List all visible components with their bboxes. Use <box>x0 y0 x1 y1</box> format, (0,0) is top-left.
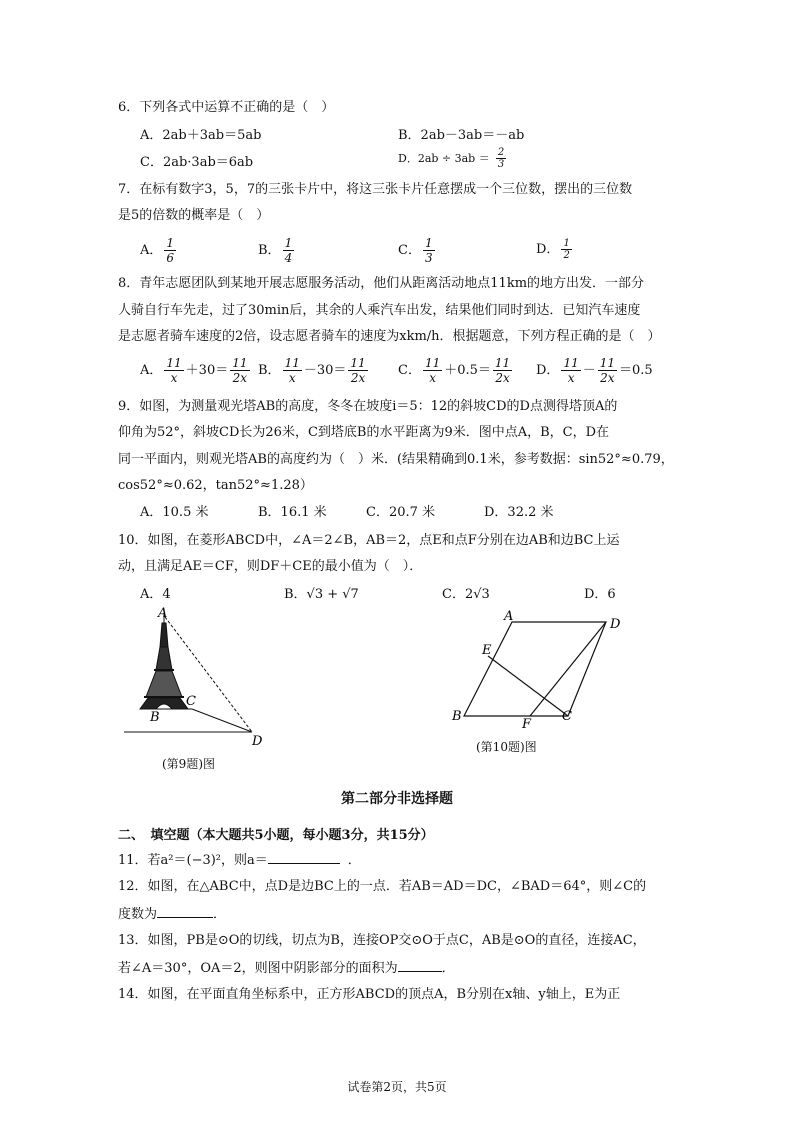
q7-line2: 是5的倍数的概率是（ ） <box>118 208 270 223</box>
fraction-denominator: x <box>429 371 436 385</box>
label-f: F <box>522 717 532 732</box>
q10-option-a: A．4 <box>140 587 171 602</box>
q12-line2 <box>118 903 226 925</box>
fraction-numerator: 11 <box>424 356 441 370</box>
q8-option-a <box>140 356 252 385</box>
fraction-denominator: 4 <box>284 251 293 265</box>
fraction <box>561 356 580 385</box>
q13-text: 若∠A＝30°，OA＝2，则图中阴影部分的面积为 <box>118 961 398 976</box>
q9-figure <box>120 605 280 750</box>
fraction-denominator: 2x <box>350 371 366 385</box>
q9-line3: 同一平面内，则观光塔AB的高度约为（ ）米．(结果精确到0.1米，参考数据：sin52°≈0.79， <box>118 452 674 467</box>
fraction-numerator: 1 <box>424 236 433 250</box>
q11 <box>118 849 361 871</box>
section2-title: 二、 填空题（本大题共5小题，每小题3分，共15分） <box>118 828 434 843</box>
q6-stem: 6．下列各式中运算不正确的是（ ） <box>118 100 335 115</box>
q7-option-b <box>258 236 296 265</box>
q7-option-b-fraction <box>283 236 295 265</box>
segment-ce <box>488 656 568 716</box>
q7-option-a-fraction <box>164 236 176 265</box>
segment-df <box>530 622 606 716</box>
q11-text: 11．若a²＝(−3)²，则a＝ <box>118 853 268 868</box>
fraction-denominator: 3 <box>424 251 433 265</box>
q12-line1: 12．如图，在△ABC中，点D是边BC上的一点．若AB＝AD＝DC，∠BAD＝64°，则∠C的 <box>118 879 647 894</box>
q7-line1: 7．在标有数字3，5，7的三张卡片中，将这三张卡片任意摆成一个三位数，摆出的三位数 <box>118 182 633 197</box>
q9-figure-caption: (第9题)图 <box>162 757 215 771</box>
fraction-numerator: 1 <box>166 236 175 250</box>
q11-answer-blank[interactable] <box>268 849 340 864</box>
operator: ＋30＝ <box>185 363 229 378</box>
q9-option-d: D．32.2 米 <box>484 505 554 520</box>
fraction-numerator: 11 <box>232 356 248 370</box>
fraction-denominator: 3 <box>497 159 505 170</box>
q10-line2: 动，且满足AE＝CF，则DF＋CE的最小值为（ ）． <box>118 559 423 574</box>
operator: －30＝ <box>303 363 347 378</box>
q7-option-d <box>536 238 574 261</box>
fraction <box>164 356 183 385</box>
fraction-numerator: 2 <box>497 147 505 158</box>
q13-line2 <box>118 957 455 979</box>
q9-line4: cos52°≈0.62，tan52°≈1.28） <box>118 478 313 493</box>
q9-line1: 9．如图，为测量观光塔AB的高度，冬冬在坡度i＝5：12的斜坡CD的D点测得塔顶A的 <box>118 399 618 414</box>
q8-option-c <box>398 356 514 385</box>
fraction-numerator: 11 <box>599 356 616 370</box>
label-c: C <box>562 709 572 724</box>
q7-option-d-fraction <box>561 238 571 261</box>
label-c: C <box>186 694 196 709</box>
option-label: D． <box>536 242 560 257</box>
option-label: B． <box>258 243 281 258</box>
q6-option-c: C．2ab·3ab＝6ab <box>140 155 254 170</box>
fraction <box>230 356 249 385</box>
fraction-numerator: 11 <box>284 356 300 370</box>
q10-figure <box>448 608 628 733</box>
q7-option-a <box>140 236 178 265</box>
q10-line1: 10．如图，在菱形ABCD中，∠A＝2∠B，AB＝2，点E和点F分别在边AB和边BC上运 <box>118 533 620 548</box>
q6-option-d-prefix: D．2ab ÷ 3ab ＝ <box>398 152 490 165</box>
operator: ＝0.5 <box>619 363 653 378</box>
fraction-numerator: 11 <box>494 356 511 370</box>
label-a: A <box>504 609 514 624</box>
label-b: B <box>150 710 160 725</box>
q13-suffix: ． <box>441 961 455 976</box>
option-label: C． <box>398 363 421 378</box>
q6-option-a: A．2ab＋3ab＝5ab <box>140 128 262 143</box>
option-label: D． <box>536 363 560 378</box>
fraction-denominator: x <box>288 371 296 385</box>
fraction <box>283 356 302 385</box>
q10-figure-caption: (第10题)图 <box>476 740 537 754</box>
q9-option-c: C．20.7 米 <box>366 505 436 520</box>
fraction-numerator: 1 <box>563 238 570 249</box>
option-label: B． <box>258 363 281 378</box>
q11-suffix: ． <box>347 853 361 868</box>
q9-option-a: A．10.5 米 <box>140 505 209 520</box>
q8-line2: 人骑自行车先走，过了30min后，其余的人乘汽车出发，结果他们同时到达．已知汽车速度 <box>118 303 641 318</box>
label-e: E <box>482 643 492 658</box>
page-footer: 试卷第2页，共5页 <box>347 1080 447 1094</box>
q14-line1: 14．如图，在平面直角坐标系中，正方形ABCD的顶点A，B分别在x轴、y轴上，E为正 <box>118 987 621 1002</box>
label-b: B <box>452 709 462 724</box>
label-d: D <box>610 617 621 632</box>
q12-suffix: ． <box>213 907 227 922</box>
fraction-denominator: 6 <box>166 251 175 265</box>
q7-option-c <box>398 236 437 265</box>
part2-title: 第二部分非选择题 <box>341 791 453 807</box>
q9-line2: 仰角为52°，斜坡CD长为26米，C到塔底B的水平距离为9米．图中点A，B，C，D在 <box>118 425 610 440</box>
q8-line1: 8．青年志愿团队到某地开展志愿服务活动，他们从距离活动地点11km的地方出发．一部分 <box>118 276 645 291</box>
q6-option-b: B．2ab－3ab＝－ab <box>398 128 525 143</box>
tower-drawing <box>140 613 188 709</box>
fraction-denominator: 2x <box>495 371 510 385</box>
q13-line1: 13．如图，PB是⊙O的切线，切点为B，连接OP交⊙O于点C，AB是⊙O的直径，连接AC， <box>118 933 646 948</box>
q10-option-b: B．√3 + √7 <box>284 587 359 602</box>
fraction-denominator: 2x <box>232 371 248 385</box>
operator: ＋0.5＝ <box>444 363 491 378</box>
label-a: A <box>158 606 168 621</box>
q8-line3: 是志愿者骑车速度的2倍，设志愿者骑车的速度为xkm/h．根据题意，下列方程正确的是（ ） <box>118 329 661 344</box>
q6-option-d <box>398 147 508 170</box>
fraction-denominator: 2x <box>600 371 615 385</box>
fraction <box>598 356 617 385</box>
fraction-denominator: x <box>170 371 178 385</box>
fraction <box>348 356 367 385</box>
q8-option-b <box>258 356 370 385</box>
fraction-numerator: 1 <box>284 236 293 250</box>
option-label: C． <box>398 243 421 258</box>
fraction-numerator: 11 <box>563 356 579 370</box>
option-label: A． <box>140 363 163 378</box>
fraction-numerator: 11 <box>350 356 366 370</box>
q12-text: 度数为 <box>118 907 158 922</box>
q10-option-d: D．6 <box>584 587 616 602</box>
slope-cd <box>192 709 252 732</box>
fraction-denominator: 2 <box>563 250 570 261</box>
fraction-denominator: x <box>567 371 575 385</box>
fraction <box>493 356 512 385</box>
label-d: D <box>252 734 263 749</box>
q8-option-d <box>536 356 653 385</box>
q6-option-d-fraction <box>496 147 506 170</box>
q7-option-c-fraction <box>423 236 435 265</box>
q12-answer-blank[interactable] <box>157 903 213 918</box>
fraction <box>423 356 442 385</box>
q13-answer-blank[interactable] <box>398 957 442 972</box>
option-label: A． <box>140 243 163 258</box>
fraction-numerator: 11 <box>166 356 182 370</box>
q10-option-c: C．2√3 <box>442 587 490 602</box>
q9-option-b: B．16.1 米 <box>258 505 327 520</box>
sight-line <box>165 617 252 732</box>
rhombus-abcd <box>464 622 606 716</box>
operator: － <box>582 363 596 378</box>
